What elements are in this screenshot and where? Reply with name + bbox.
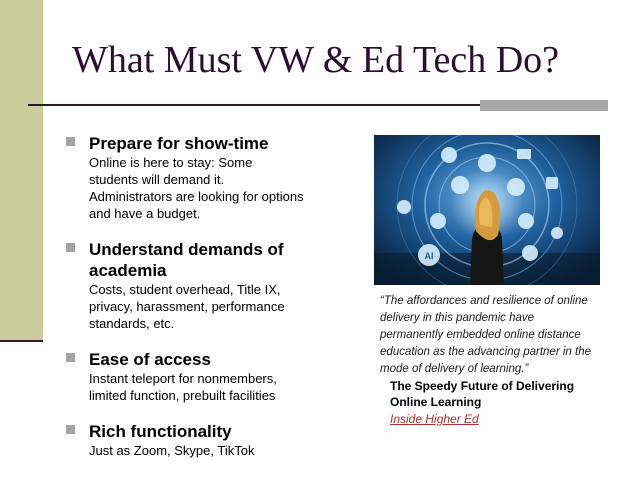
cloud-icon — [478, 154, 496, 172]
bullet-body — [89, 154, 366, 222]
slide-title: What Must VW & Ed Tech Do? — [72, 39, 560, 81]
bullet-body — [89, 370, 366, 404]
dollar-icon — [507, 178, 525, 196]
chart-icon — [551, 227, 563, 239]
cart-icon — [518, 213, 534, 229]
bullet-heading: Prepare for show-time — [89, 134, 269, 153]
bullet-item — [66, 349, 366, 404]
quote-line: education as the advancing partner in the — [380, 346, 591, 358]
bullet-body — [89, 281, 366, 332]
quote-source — [390, 378, 620, 428]
bullet-item — [66, 133, 366, 222]
email-icon — [517, 149, 531, 159]
bullet-heading: Ease of access — [89, 350, 211, 369]
bullet-square-icon — [66, 353, 75, 362]
bullet-line: students will demand it. — [89, 172, 225, 187]
user-icon — [430, 213, 446, 229]
bullet-heading — [89, 239, 366, 281]
bullet-line: standards, etc. — [89, 316, 175, 331]
quote-line: “The affordances and resilience of online — [380, 295, 588, 307]
ai-label: AI — [424, 251, 434, 261]
bullet-line: Instant teleport for nonmembers, — [89, 371, 277, 386]
home-icon — [522, 245, 538, 261]
wifi-icon — [441, 147, 457, 163]
lock-icon — [546, 177, 558, 189]
title-divider-accent — [480, 100, 608, 111]
digital-learning-photo — [374, 135, 600, 285]
bullet-square-icon — [66, 243, 75, 252]
bullet-line: Just as Zoom, Skype, TikTok — [89, 443, 255, 458]
bullet-list — [66, 133, 366, 476]
source-link[interactable]: Inside Higher Ed — [390, 412, 479, 426]
source-title-line: The Speedy Future of Delivering — [390, 379, 575, 393]
bullet-square-icon — [66, 425, 75, 434]
left-accent-band — [0, 0, 43, 340]
quote-text — [380, 293, 612, 378]
quote-line: mode of delivery of learning.” — [380, 363, 529, 375]
bullet-line: Online is here to stay: Some — [89, 155, 253, 170]
bullet-heading-line: academia — [89, 261, 167, 280]
bullet-line: and have a budget. — [89, 206, 201, 221]
bullet-line: Costs, student overhead, Title IX, — [89, 282, 281, 297]
bullet-body — [89, 442, 366, 459]
source-title-line: Online Learning — [390, 395, 482, 409]
bullet-line: privacy, harassment, performance — [89, 299, 285, 314]
bullet-square-icon — [66, 137, 75, 146]
bullet-heading-line: Understand demands of — [89, 240, 284, 259]
bullet-line: limited function, prebuilt facilities — [89, 388, 276, 403]
quote-line: delivery in this pandemic have — [380, 312, 535, 324]
bullet-heading: Rich functionality — [89, 422, 232, 441]
left-accent-line — [0, 340, 43, 342]
quote-line: permanently embedded online distance — [380, 329, 581, 341]
bullet-item — [66, 421, 366, 459]
bullet-line: Administrators are looking for options — [89, 189, 304, 204]
bullet-item — [66, 239, 366, 332]
car-icon — [397, 200, 411, 214]
globe-icon — [451, 176, 469, 194]
